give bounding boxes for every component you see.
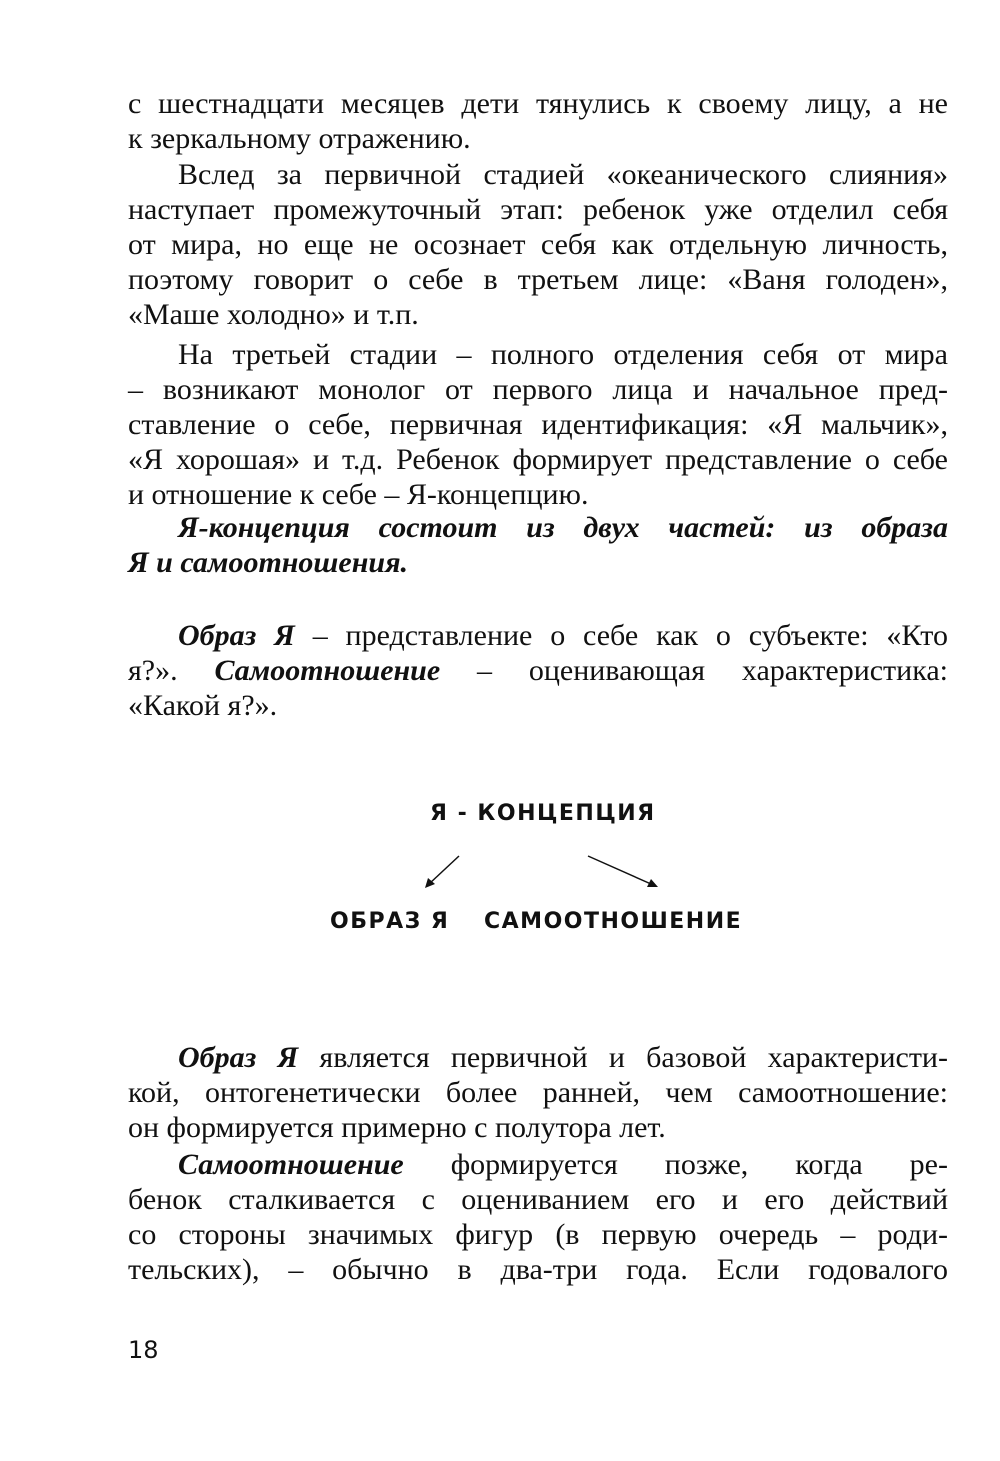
text-line: и отношение к себе – Я-концепцию. bbox=[128, 478, 589, 511]
text-line: ставление о себе, первичная идентификация: «Я мальчик», bbox=[128, 408, 948, 441]
term-obraz-ya: Образ Я bbox=[178, 1041, 299, 1074]
text-line: На третьей стадии – полного отделения себя от мира bbox=[178, 338, 948, 371]
text-fragment: формируется позже, когда ре- bbox=[403, 1148, 948, 1181]
text-line: «Маше холодно» и т.п. bbox=[128, 298, 419, 331]
text-line: Я и самоотношения. bbox=[128, 546, 409, 579]
diagram-root-label: Я - КОНЦЕПЦИЯ bbox=[430, 801, 656, 826]
text-line: с шестнадцати месяцев дети тянулись к своему лицу, а не bbox=[128, 87, 948, 120]
text-fragment: – представление о себе как о субъекте: «Кто bbox=[294, 619, 948, 652]
text-line: к зеркальному отражению. bbox=[128, 122, 471, 155]
text-fragment: я?». bbox=[128, 654, 215, 687]
text-fragment: – оценивающая характеристика: bbox=[440, 654, 948, 687]
diagram-right-label: САМООТНОШЕНИЕ bbox=[484, 909, 743, 934]
text-line: кой, онтогенетически более ранней, чем самоотношение: bbox=[128, 1076, 948, 1109]
page-number: 18 bbox=[128, 1336, 159, 1364]
text-line: наступает промежуточный этап: ребенок уже отделил себя bbox=[128, 193, 948, 226]
paragraph-7 bbox=[128, 1147, 948, 1287]
text-line: бенок сталкивается с оцениванием его и его действий bbox=[128, 1183, 948, 1216]
text-line: «Какой я?». bbox=[128, 689, 278, 722]
diagram-left-label: ОБРАЗ Я bbox=[330, 909, 450, 934]
term-obraz-ya: Образ Я bbox=[178, 619, 295, 652]
text-line: со стороны значимых фигур (в первую очередь – роди- bbox=[128, 1218, 948, 1251]
text-line: Вслед за первичной стадией «океанического слияния» bbox=[178, 158, 948, 191]
text-line: тельских), – обычно в два-три года. Если годовалого bbox=[128, 1253, 948, 1286]
text-line bbox=[128, 1147, 948, 1182]
text-line: от мира, но еще не осознает себя как отдельную личность, bbox=[128, 228, 948, 261]
paragraph-6 bbox=[128, 1040, 948, 1145]
term-samootnoshenie: Самоотношение bbox=[178, 1148, 404, 1181]
arrow-left bbox=[429, 856, 459, 884]
text-line: – возникают монолог от первого лица и начальное пред- bbox=[128, 373, 948, 406]
arrow-right bbox=[588, 856, 651, 884]
text-line: «Я хорошая» и т.д. Ребенок формирует представление о себе bbox=[128, 443, 948, 476]
text-fragment: является первичной и базовой характеристи- bbox=[298, 1041, 948, 1074]
text-line bbox=[128, 1040, 948, 1075]
text-line: Я-концепция состоит из двух частей: из образа bbox=[178, 511, 948, 544]
text-line: он формируется примерно с полутора лет. bbox=[128, 1111, 666, 1144]
text-line: поэтому говорит о себе в третьем лице: «Ваня голоден», bbox=[128, 263, 948, 296]
term-samootnoshenie: Самоотношение bbox=[214, 654, 441, 687]
